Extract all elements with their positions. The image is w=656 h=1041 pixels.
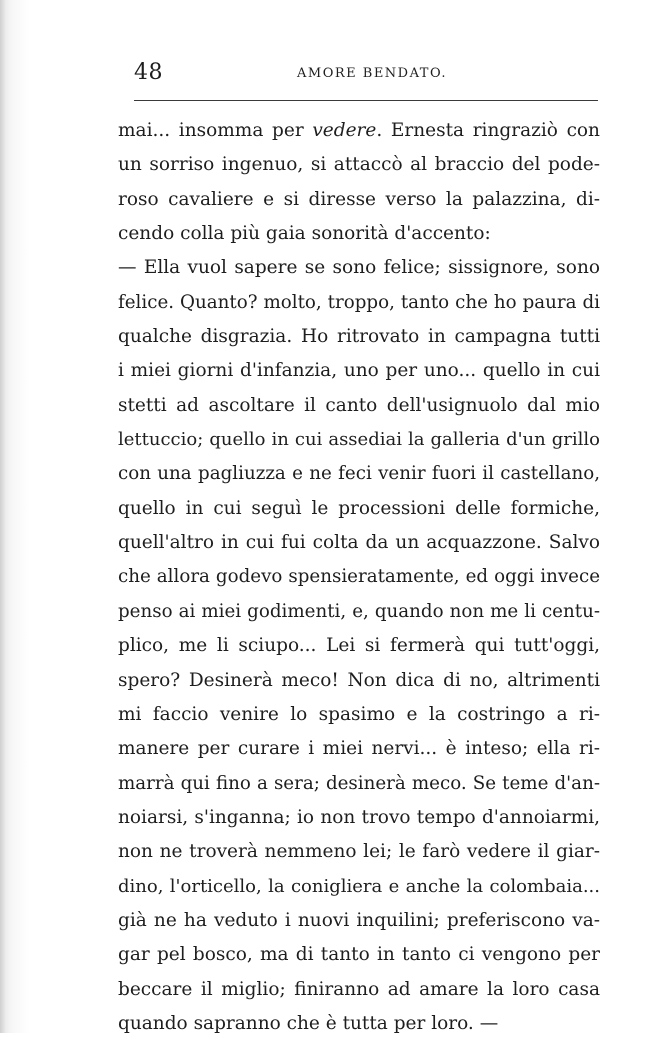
text-line: cendo colla più gaia sonorità d'accento:	[118, 223, 491, 245]
text-line: plico, me li sciupo... Lei si fermerà qui tutt'oggi,	[118, 635, 600, 657]
text-line: marrà qui fino a sera; desinerà meco. Se teme d'an-	[118, 772, 600, 794]
text-line: stetti ad ascoltare il canto dell'usignuolo dal mio	[118, 394, 600, 416]
text-line: dino, l'orticello, la conigliera e anche la colombaia...	[118, 875, 600, 897]
text-line: i miei giorni d'infanzia, uno per uno... quello in cui	[118, 360, 600, 382]
text-line: che allora godevo spensieratamente, ed oggi invece	[118, 566, 600, 588]
text-line: lettuccio; quello in cui assediai la galleria d'un grillo	[118, 429, 600, 451]
text-line: — Ella vuol sapere se sono felice; sissignore, sono	[118, 257, 600, 279]
italic-word: vedere	[312, 120, 377, 141]
text-line: un sorriso ingenuo, si attaccò al braccio del pode-	[118, 154, 600, 176]
text-line: quello in cui seguì le processioni delle formiche,	[118, 497, 600, 519]
text-line: già ne ha veduto i nuovi inquilini; preferiscono va-	[118, 909, 600, 931]
text-line: roso cavaliere e si diresse verso la palazzina, di-	[118, 188, 600, 210]
page-binding-shadow	[0, 0, 30, 1033]
body-text	[118, 114, 600, 1041]
text-line	[118, 114, 600, 148]
text-line: qualche disgrazia. Ho ritrovato in campagna tutti	[118, 326, 600, 348]
text-line: mi faccio venire lo spasimo e la costringo a ri-	[118, 703, 600, 725]
text-line: quell'altro in cui fui colta da un acquazzone. Salvo	[118, 532, 600, 554]
text-line: spero? Desinerà meco! Non dica di no, altrimenti	[118, 669, 600, 691]
text-line: penso ai miei godimenti, e, quando non me li centu-	[118, 600, 600, 622]
header-rule	[134, 100, 598, 101]
page-number: 48	[134, 60, 163, 85]
text-line: con una pagliuzza e ne feci venir fuori il castellano,	[118, 463, 600, 485]
text-line: non ne troverà nemmeno lei; le farò vedere il giar-	[118, 841, 600, 863]
text-span: . Ernesta ringraziò con	[376, 120, 600, 141]
running-head	[134, 60, 598, 90]
text-span: mai... insomma per	[118, 120, 313, 141]
text-line: manere per curare i miei nervi... è inteso; ella ri-	[118, 738, 600, 760]
text-line: gar pel bosco, ma di tanto in tanto ci vengono per	[118, 944, 600, 966]
text-line: noiarsi, s'inganna; io non trovo tempo d'annoiarmi,	[118, 806, 600, 828]
text-line: quando sapranno che è tutta per loro. —	[118, 1012, 499, 1034]
running-title: AMORE BENDATO.	[297, 66, 447, 81]
text-line: beccare il miglio; finiranno ad amare la loro casa	[118, 978, 600, 1000]
text-line: felice. Quanto? molto, troppo, tanto che ho paura di	[118, 291, 600, 313]
